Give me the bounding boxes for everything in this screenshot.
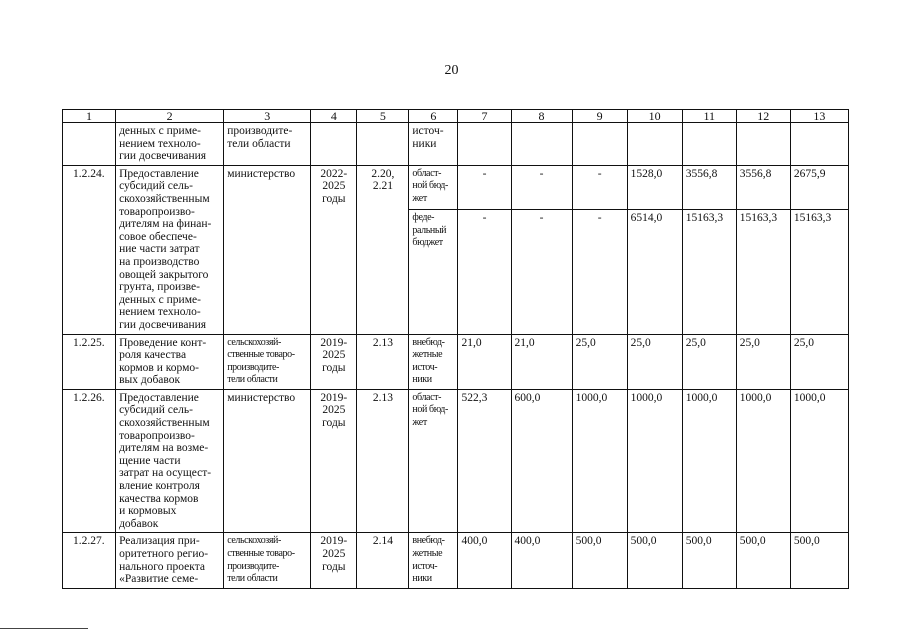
header-cell-text: 12 bbox=[757, 109, 770, 123]
value-cell bbox=[458, 123, 511, 166]
indicator-cell bbox=[357, 389, 409, 533]
value-cell bbox=[572, 123, 627, 166]
table-row bbox=[63, 389, 849, 533]
value-cell bbox=[790, 533, 848, 589]
indicator-cell bbox=[357, 533, 409, 589]
value-cell bbox=[458, 334, 511, 389]
row-number-cell bbox=[63, 533, 116, 589]
value-cell-text: 500,0 bbox=[630, 535, 657, 548]
header-cell-text: 11 bbox=[703, 109, 716, 123]
header-cell-text: 4 bbox=[330, 109, 337, 123]
indicator-cell-text: 2.20, 2.21 bbox=[371, 167, 395, 193]
indicator-cell-text: 2.13 bbox=[372, 336, 393, 349]
value-cell bbox=[572, 165, 627, 209]
value-cell bbox=[511, 533, 572, 589]
value-cell bbox=[627, 209, 682, 334]
row-number-cell-text: 1.2.26. bbox=[73, 391, 105, 404]
row-number-cell bbox=[63, 165, 116, 334]
years-cell-text: 2019- 2025 годы bbox=[320, 391, 348, 430]
funding-source-cell bbox=[409, 165, 458, 209]
executor-cell bbox=[224, 533, 311, 589]
value-cell bbox=[736, 209, 790, 334]
value-cell bbox=[458, 533, 511, 589]
value-cell bbox=[682, 165, 736, 209]
header-cell-text: 7 bbox=[481, 109, 488, 123]
measure-name-cell bbox=[116, 123, 224, 166]
value-cell bbox=[682, 389, 736, 533]
header-cell bbox=[458, 110, 511, 123]
value-cell bbox=[736, 389, 790, 533]
value-cell-text: - bbox=[597, 167, 602, 180]
value-cell bbox=[790, 123, 848, 166]
indicator-cell-text: 2.13 bbox=[372, 391, 393, 404]
value-cell bbox=[572, 209, 627, 334]
value-cell bbox=[511, 165, 572, 209]
footnote-separator bbox=[0, 628, 88, 629]
value-cell bbox=[572, 334, 627, 389]
value-cell-text: 25,0 bbox=[793, 336, 814, 349]
header-cell bbox=[311, 110, 357, 123]
measure-name-cell-text: денных с приме- нением техноло- гии досвечивания bbox=[119, 125, 207, 163]
years-cell bbox=[311, 389, 357, 533]
value-cell-text: 1000,0 bbox=[630, 391, 663, 404]
row-number-cell bbox=[63, 389, 116, 533]
header-cell bbox=[224, 110, 311, 123]
value-cell-text: 15163,3 bbox=[793, 211, 832, 224]
value-cell-text: 1000,0 bbox=[739, 391, 772, 404]
value-cell bbox=[736, 334, 790, 389]
value-cell bbox=[627, 165, 682, 209]
program-measures-table bbox=[62, 109, 849, 589]
value-cell bbox=[790, 389, 848, 533]
value-cell-text: 2675,9 bbox=[793, 167, 826, 180]
value-cell-text: 25,0 bbox=[739, 336, 760, 349]
executor-cell-text: сельскохозяй- ственные товаро- производите- тели области bbox=[227, 535, 295, 585]
value-cell-text: 1528,0 bbox=[630, 167, 663, 180]
years-cell bbox=[311, 123, 357, 166]
funding-source-cell bbox=[409, 334, 458, 389]
value-cell-text: 1000,0 bbox=[685, 391, 718, 404]
indicator-cell bbox=[357, 123, 409, 166]
value-cell-text: - bbox=[539, 211, 544, 224]
indicator-cell bbox=[357, 165, 409, 334]
value-cell-text: 25,0 bbox=[575, 336, 596, 349]
value-cell-text: 522,3 bbox=[461, 391, 488, 404]
table-row bbox=[63, 165, 849, 209]
value-cell bbox=[627, 533, 682, 589]
value-cell bbox=[572, 389, 627, 533]
executor-cell bbox=[224, 123, 311, 166]
funding-source-cell bbox=[409, 123, 458, 166]
executor-cell bbox=[224, 389, 311, 533]
header-cell-text: 9 bbox=[596, 109, 603, 123]
measure-name-cell-text: Предоставление субсидий сель- скохозяйственным товаропроизво- дителям на финан- совое обеспече- ние части затрат на производство овощей закрытого грунта, произве- денных с приме- нением техноло- гии досвечивания bbox=[119, 167, 212, 331]
value-cell bbox=[458, 209, 511, 334]
funding-source-cell bbox=[409, 533, 458, 589]
executor-cell bbox=[224, 165, 311, 334]
header-row bbox=[63, 110, 849, 123]
value-cell-text: - bbox=[482, 211, 487, 224]
value-cell bbox=[682, 123, 736, 166]
value-cell bbox=[511, 123, 572, 166]
years-cell bbox=[311, 533, 357, 589]
indicator-cell-text: 2.14 bbox=[372, 535, 393, 548]
header-cell bbox=[116, 110, 224, 123]
header-cell-text: 2 bbox=[166, 109, 173, 123]
executor-cell-text: производите- тели области bbox=[227, 125, 293, 150]
header-cell bbox=[511, 110, 572, 123]
value-cell bbox=[790, 334, 848, 389]
value-cell-text: 500,0 bbox=[793, 535, 820, 548]
row-number-cell-text: 1.2.27. bbox=[73, 535, 105, 548]
header-cell bbox=[790, 110, 848, 123]
header-cell-text: 3 bbox=[264, 109, 271, 123]
value-cell-text: 25,0 bbox=[630, 336, 651, 349]
value-cell-text: 21,0 bbox=[514, 336, 535, 349]
header-cell bbox=[357, 110, 409, 123]
value-cell-text: 400,0 bbox=[514, 535, 541, 548]
value-cell bbox=[511, 334, 572, 389]
measure-name-cell-text: Реализация при- оритетного регио- нального проекта «Развитие семе- bbox=[119, 535, 209, 586]
page-number: 20 bbox=[444, 63, 459, 78]
header-cell-text: 1 bbox=[86, 109, 93, 123]
value-cell bbox=[511, 389, 572, 533]
value-cell-text: 600,0 bbox=[514, 391, 541, 404]
value-cell-text: 400,0 bbox=[461, 535, 488, 548]
value-cell-text: 1000,0 bbox=[575, 391, 608, 404]
value-cell-text: 1000,0 bbox=[793, 391, 826, 404]
row-number-cell bbox=[63, 334, 116, 389]
value-cell bbox=[682, 533, 736, 589]
executor-cell-text: сельскохозяй- ственные товаро- производите- тели области bbox=[227, 336, 295, 386]
years-cell-text: 2022- 2025 годы bbox=[320, 167, 348, 205]
years-cell bbox=[311, 165, 357, 334]
value-cell-text: - bbox=[539, 167, 544, 180]
measure-name-cell bbox=[116, 389, 224, 533]
header-cell bbox=[572, 110, 627, 123]
row-number-cell bbox=[63, 123, 116, 166]
header-cell bbox=[627, 110, 682, 123]
header-cell bbox=[682, 110, 736, 123]
value-cell-text: 21,0 bbox=[461, 336, 482, 349]
value-cell-text: 25,0 bbox=[685, 336, 706, 349]
measure-name-cell bbox=[116, 533, 224, 589]
years-cell-text: 2019- 2025 годы bbox=[320, 336, 348, 374]
table-row bbox=[63, 533, 849, 589]
value-cell bbox=[572, 533, 627, 589]
funding-source-cell bbox=[409, 209, 458, 334]
executor-cell-text: министерство bbox=[227, 391, 296, 404]
value-cell-text: 15163,3 bbox=[685, 211, 724, 224]
row-number-cell-text: 1.2.25. bbox=[73, 336, 105, 349]
header-cell-text: 13 bbox=[813, 109, 826, 123]
value-cell bbox=[790, 209, 848, 334]
value-cell-text: - bbox=[482, 167, 487, 180]
row-number-cell-text: 1.2.24. bbox=[73, 167, 105, 180]
value-cell-text: 500,0 bbox=[575, 535, 602, 548]
value-cell bbox=[682, 334, 736, 389]
measure-name-cell-text: Предоставление субсидий сель- скохозяйственным товаропроизво- дителям на возме- щение части затрат на осущест- вление контроля качества кормов и кормовых добавок bbox=[119, 391, 212, 530]
value-cell-text: 500,0 bbox=[739, 535, 766, 548]
value-cell bbox=[627, 334, 682, 389]
executor-cell bbox=[224, 334, 311, 389]
funding-source-cell-text: источ- ники bbox=[412, 125, 444, 150]
measure-name-cell bbox=[116, 165, 224, 334]
funding-source-cell-text: внебюд- жетные источ- ники bbox=[412, 535, 445, 585]
value-cell-text: 15163,3 bbox=[739, 211, 778, 224]
value-cell bbox=[627, 123, 682, 166]
funding-source-cell bbox=[409, 389, 458, 533]
table-row bbox=[63, 334, 849, 389]
table-row bbox=[63, 123, 849, 166]
value-cell bbox=[790, 165, 848, 209]
header-cell-text: 5 bbox=[379, 109, 386, 123]
funding-source-cell-text: внебюд- жетные источ- ники bbox=[412, 336, 445, 386]
value-cell bbox=[736, 123, 790, 166]
header-cell bbox=[409, 110, 458, 123]
funding-source-cell-text: област- ной бюд- жет bbox=[412, 391, 448, 429]
value-cell-text: 3556,8 bbox=[685, 167, 718, 180]
header-cell bbox=[736, 110, 790, 123]
executor-cell-text: министерство bbox=[227, 167, 296, 180]
measure-name-cell-text: Проведение конт- роля качества кормов и кормо- вых добавок bbox=[119, 336, 207, 387]
value-cell bbox=[458, 389, 511, 533]
value-cell-text: 500,0 bbox=[685, 535, 712, 548]
funding-source-cell-text: област- ной бюд- жет bbox=[412, 167, 448, 204]
indicator-cell bbox=[357, 334, 409, 389]
header-cell-text: 6 bbox=[430, 109, 437, 123]
header-cell-text: 8 bbox=[538, 109, 545, 123]
header-cell-text: 10 bbox=[648, 109, 661, 123]
value-cell bbox=[627, 389, 682, 533]
value-cell-text: 3556,8 bbox=[739, 167, 772, 180]
value-cell bbox=[511, 209, 572, 334]
value-cell-text: - bbox=[597, 211, 602, 224]
years-cell bbox=[311, 334, 357, 389]
value-cell bbox=[458, 165, 511, 209]
value-cell bbox=[736, 533, 790, 589]
header-cell bbox=[63, 110, 116, 123]
value-cell bbox=[682, 209, 736, 334]
value-cell bbox=[736, 165, 790, 209]
funding-source-cell-text: феде- ральный бюджет bbox=[412, 211, 447, 249]
value-cell-text: 6514,0 bbox=[630, 211, 663, 224]
years-cell-text: 2019- 2025 годы bbox=[320, 535, 348, 573]
measure-name-cell bbox=[116, 334, 224, 389]
